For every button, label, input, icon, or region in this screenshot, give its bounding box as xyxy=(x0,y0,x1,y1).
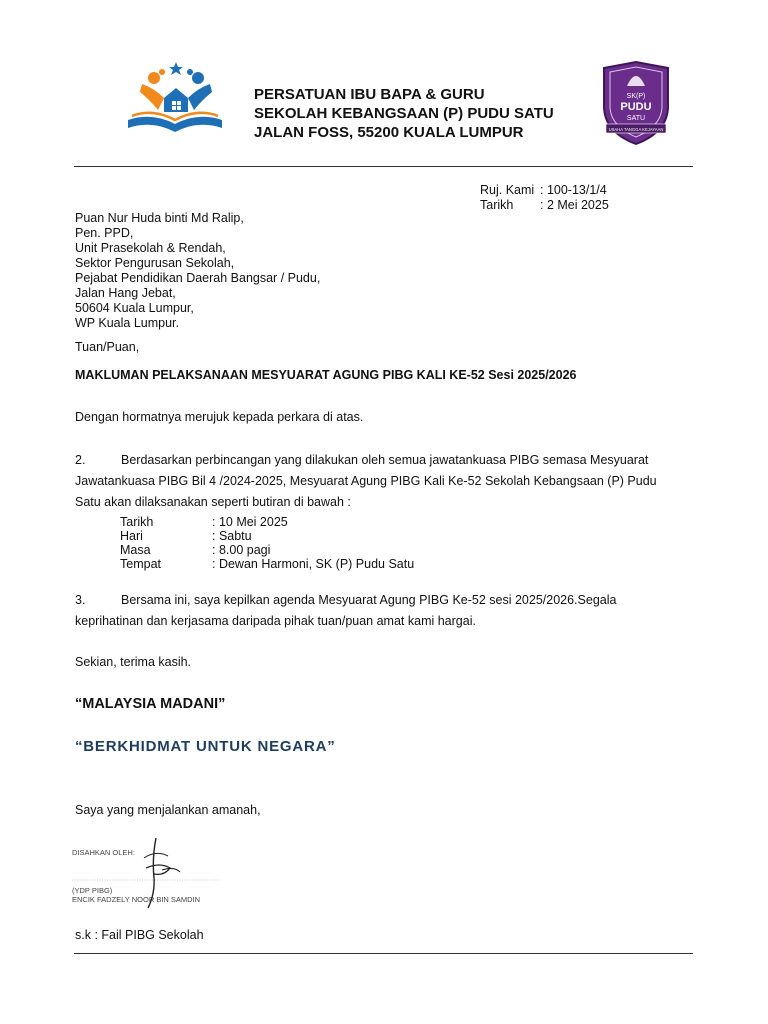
school-crest xyxy=(600,60,672,146)
address-line: 50604 Kuala Lumpur, xyxy=(75,301,194,315)
intro-paragraph: Dengan hormatnya merujuk kepada perkara di atas. xyxy=(75,410,364,424)
address-line: Sektor Pengurusan Sekolah, xyxy=(75,256,235,270)
address-line: Unit Prasekolah & Rendah, xyxy=(75,241,226,255)
school-address: JALAN FOSS, 55200 KUALA LUMPUR xyxy=(254,124,524,141)
address-line: WP Kuala Lumpur. xyxy=(75,316,179,330)
subject-line: MAKLUMAN PELAKSANAAN MESYUARAT AGUNG PIBG KALI KE-52 Sesi 2025/2026 xyxy=(75,368,577,382)
person-orange-head xyxy=(148,72,160,84)
paragraph-2 xyxy=(75,450,695,513)
address-line: Puan Nur Huda binti Md Ralip, xyxy=(75,211,244,225)
crest-text: SK(P) xyxy=(626,93,646,100)
pibg-logo xyxy=(122,58,228,140)
detail-value: : 8.00 pagi xyxy=(212,543,271,557)
stamp-label: DISAHKAN OLEH: xyxy=(72,848,135,857)
star-icon xyxy=(169,62,183,75)
detail-row xyxy=(120,543,414,557)
stamp-role: (YDP PIBG) xyxy=(72,886,113,895)
ruj-value: : 100-13/1/4 xyxy=(540,183,607,197)
svg-text:PUDU: PUDU xyxy=(620,101,652,113)
paragraph-number: 2. xyxy=(75,453,86,467)
detail-label: Tempat xyxy=(120,557,161,571)
salutation: Tuan/Puan, xyxy=(75,340,140,354)
org-name: PERSATUAN IBU BAPA & GURU xyxy=(254,86,485,103)
signature-block xyxy=(70,828,245,916)
detail-value: : Sabtu xyxy=(212,529,252,543)
stamp-name: ENCIK FADZELY NOOR BIN SAMDIN xyxy=(72,895,201,904)
address-line: Pen. PPD, xyxy=(75,226,134,240)
meeting-details xyxy=(120,515,414,571)
handwritten-signature xyxy=(70,828,245,916)
motto-malaysia-madani: “MALAYSIA MADANI” xyxy=(75,696,226,712)
motto-berkhidmat: “BERKHIDMAT UNTUK NEGARA” xyxy=(75,738,336,755)
detail-label: Tarikh xyxy=(120,515,154,529)
person-blue-head xyxy=(192,72,204,84)
footer-divider xyxy=(74,953,693,954)
paragraph-3 xyxy=(75,590,695,632)
address-line: Pejabat Pendidikan Daerah Bangsar / Pudu, xyxy=(75,271,321,285)
paragraph-text: keprihatinan dan kerjasama daripada pihak tuan/puan amat kami hargai. xyxy=(75,614,476,628)
paragraph-text: Berdasarkan perbincangan yang dilakukan oleh semua jawatankuasa PIBG semasa Mesyuarat xyxy=(121,453,649,467)
school-name: SEKOLAH KEBANGSAAN (P) PUDU SATU xyxy=(254,105,554,122)
detail-label: Hari xyxy=(120,529,143,543)
detail-value: : Dewan Harmoni, SK (P) Pudu Satu xyxy=(212,557,415,571)
paragraph-text: Bersama ini, saya kepilkan agenda Mesyuarat Agung PIBG Ke-52 sesi 2025/2026.Segala xyxy=(121,593,617,607)
detail-row xyxy=(120,529,414,543)
paragraph-text: Satu akan dilaksanakan seperti butiran di bawah : xyxy=(75,495,351,509)
closing: Sekian, terima kasih. xyxy=(75,655,192,669)
cc-line: s.k : Fail PIBG Sekolah xyxy=(75,928,204,942)
tarikh-value: : 2 Mei 2025 xyxy=(540,198,609,212)
detail-row xyxy=(120,515,414,529)
reference-block xyxy=(480,183,609,213)
header-divider xyxy=(74,166,693,167)
tarikh-label: Tarikh xyxy=(480,198,514,212)
paragraph-text: Jawatankuasa PIBG Bil 4 /2024-2025, Mesyuarat Agung PIBG Kali Ke-52 Sekolah Kebangsaan (P) Pudu xyxy=(75,474,657,488)
ruj-label: Ruj. Kami xyxy=(480,183,535,197)
crest-motto: USAHA TANGGA KEJAYAAN xyxy=(608,127,664,132)
paragraph-number: 3. xyxy=(75,593,86,607)
detail-value: : 10 Mei 2025 xyxy=(212,515,288,529)
signoff: Saya yang menjalankan amanah, xyxy=(75,803,261,817)
address-line: Jalan Hang Jebat, xyxy=(75,286,176,300)
letterhead xyxy=(254,85,554,142)
svg-text:SATU: SATU xyxy=(626,115,646,122)
detail-label: Masa xyxy=(120,543,151,557)
detail-row xyxy=(120,557,414,571)
recipient-address xyxy=(75,211,320,331)
